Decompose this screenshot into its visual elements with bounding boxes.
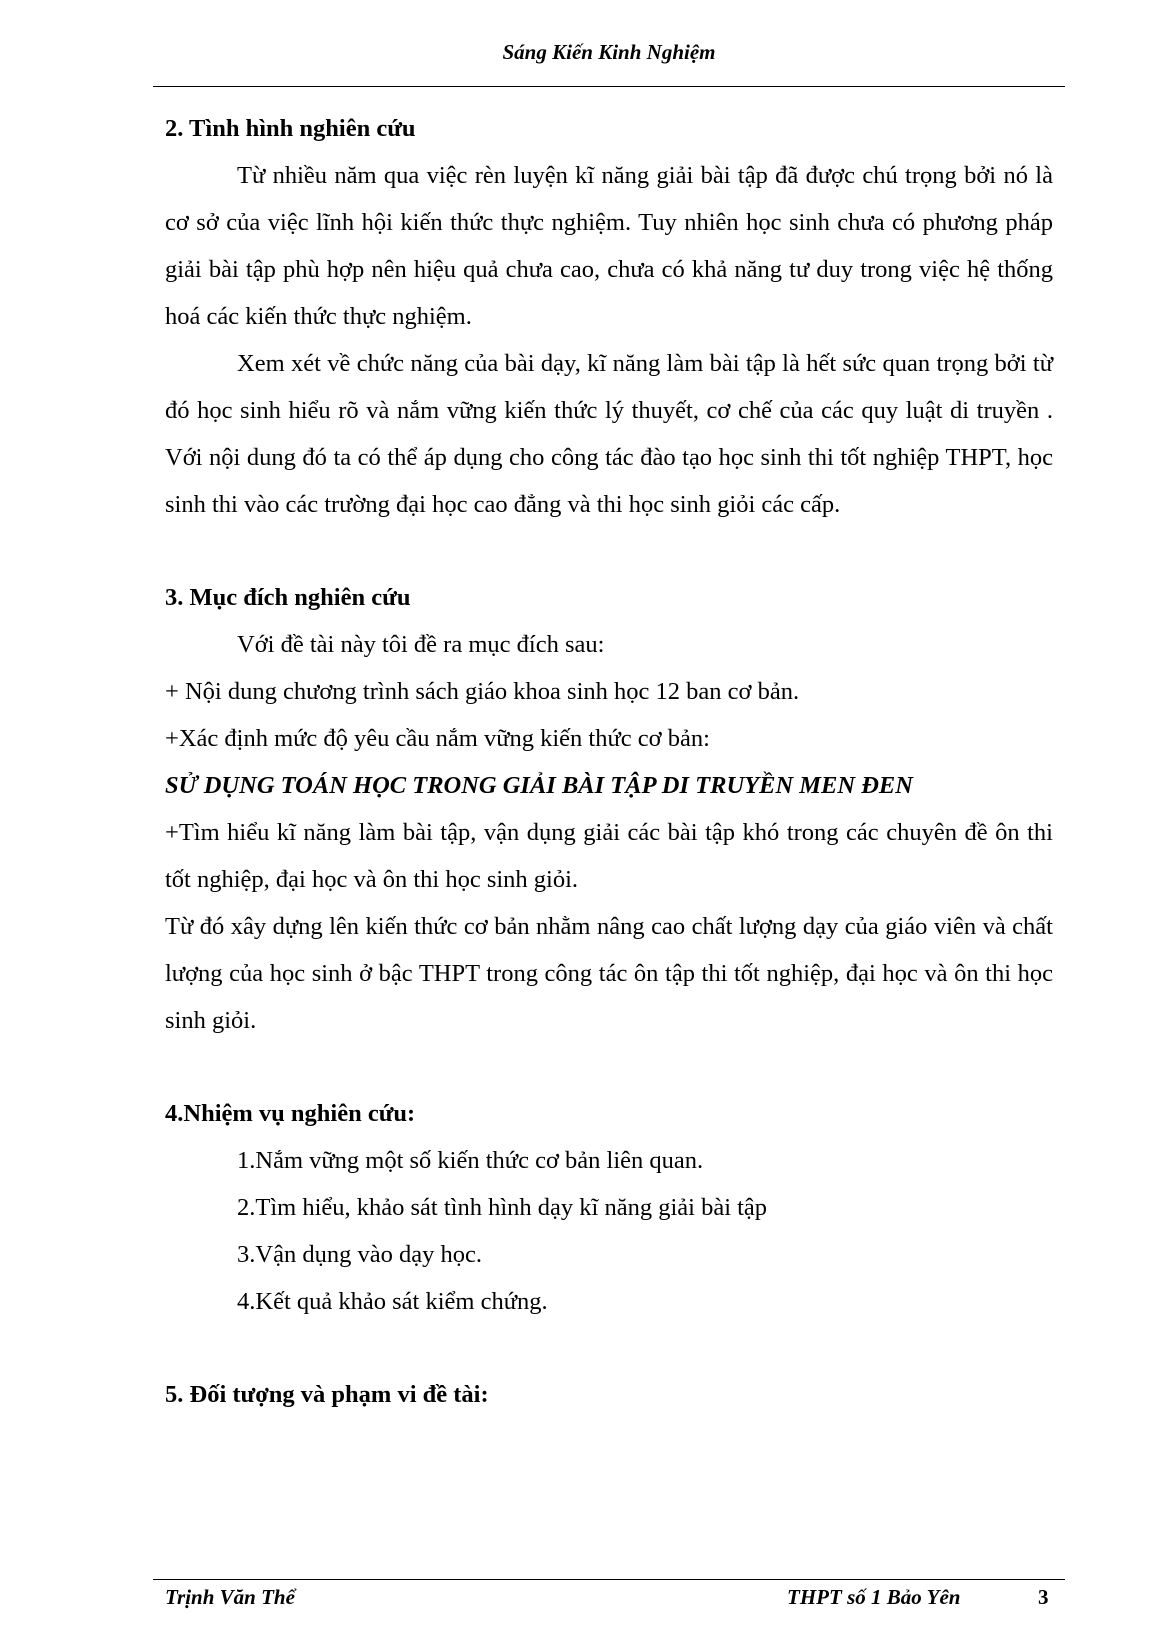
section-3-item-1: + Nội dung chương trình sách giáo khoa sinh học 12 ban cơ bản. [165, 678, 800, 705]
spacer [165, 1044, 1053, 1090]
footer-author: Trịnh Văn Thể [165, 1585, 295, 1609]
page-number: 3 [1038, 1585, 1049, 1609]
section-2-heading: 2. Tình hình nghiên cứu [165, 115, 416, 142]
section-4-task-1: 1.Nắm vững một số kiến thức cơ bản liên quan. [237, 1147, 704, 1174]
section-3-item-3: +Tìm hiểu kĩ năng làm bài tập, vận dụng giải các bài tập khó trong các chuyên đề ôn thi tốt nghiệp, đại học và ôn thi học sinh giỏi. [165, 819, 1053, 893]
section-2-paragraph-2: Xem xét về chức năng của bài dạy, kĩ năng làm bài tập là hết sức quan trọng bởi từ đó học sinh hiểu rõ và nắm vững kiến thức lý thuyết, cơ chế của các quy luật di truyền . Với nội dung đó ta có thể áp dụng cho công tác đào tạo học sinh thi tốt nghiệp THPT, học sinh thi vào các trường đại học cao đẳng và thi học sinh giỏi các cấp. [165, 350, 1053, 518]
document-body [165, 105, 1053, 1418]
footer-school: THPT số 1 Bảo Yên [787, 1585, 961, 1609]
section-2-paragraph-1: Từ nhiều năm qua việc rèn luyện kĩ năng giải bài tập đã được chú trọng bởi nó là cơ sở của việc lĩnh hội kiến thức thực nghiệm. Tuy nhiên học sinh chưa có phương pháp giải bài tập phù hợp nên hiệu quả chưa cao, chưa có khả năng tư duy trong việc hệ thống hoá các kiến thức thực nghiệm. [165, 162, 1053, 330]
section-3-topic-title: SỬ DỤNG TOÁN HỌC TRONG GIẢI BÀI TẬP DI TRUYỀN MEN ĐEN [165, 772, 913, 799]
spacer [165, 528, 1053, 574]
section-3-heading: 3. Mục đích nghiên cứu [165, 584, 411, 611]
page-header-title: Sáng Kiến Kinh Nghiệm [502, 40, 716, 64]
header-rule [153, 86, 1065, 87]
section-5-heading: 5. Đối tượng và phạm vi đề tài: [165, 1381, 489, 1408]
section-4-task-4: 4.Kết quả khảo sát kiểm chứng. [237, 1288, 548, 1315]
section-3-intro: Với đề tài này tôi đề ra mục đích sau: [237, 631, 605, 658]
spacer [165, 1325, 1053, 1371]
section-4-heading: 4.Nhiệm vụ nghiên cứu: [165, 1100, 416, 1127]
section-4-task-2: 2.Tìm hiểu, khảo sát tình hình dạy kĩ năng giải bài tập [237, 1194, 768, 1221]
section-4-task-3: 3.Vận dụng vào dạy học. [237, 1241, 482, 1268]
section-3-conclusion: Từ đó xây dựng lên kiến thức cơ bản nhằm nâng cao chất lượng dạy của giáo viên và chất lượng của học sinh ở bậc THPT trong công tác ôn tập thi tốt nghiệp, đại học và ôn thi học sinh giỏi. [165, 913, 1053, 1034]
section-3-item-2: +Xác định mức độ yêu cầu nắm vững kiến thức cơ bản: [165, 725, 710, 752]
footer-rule [153, 1579, 1065, 1580]
